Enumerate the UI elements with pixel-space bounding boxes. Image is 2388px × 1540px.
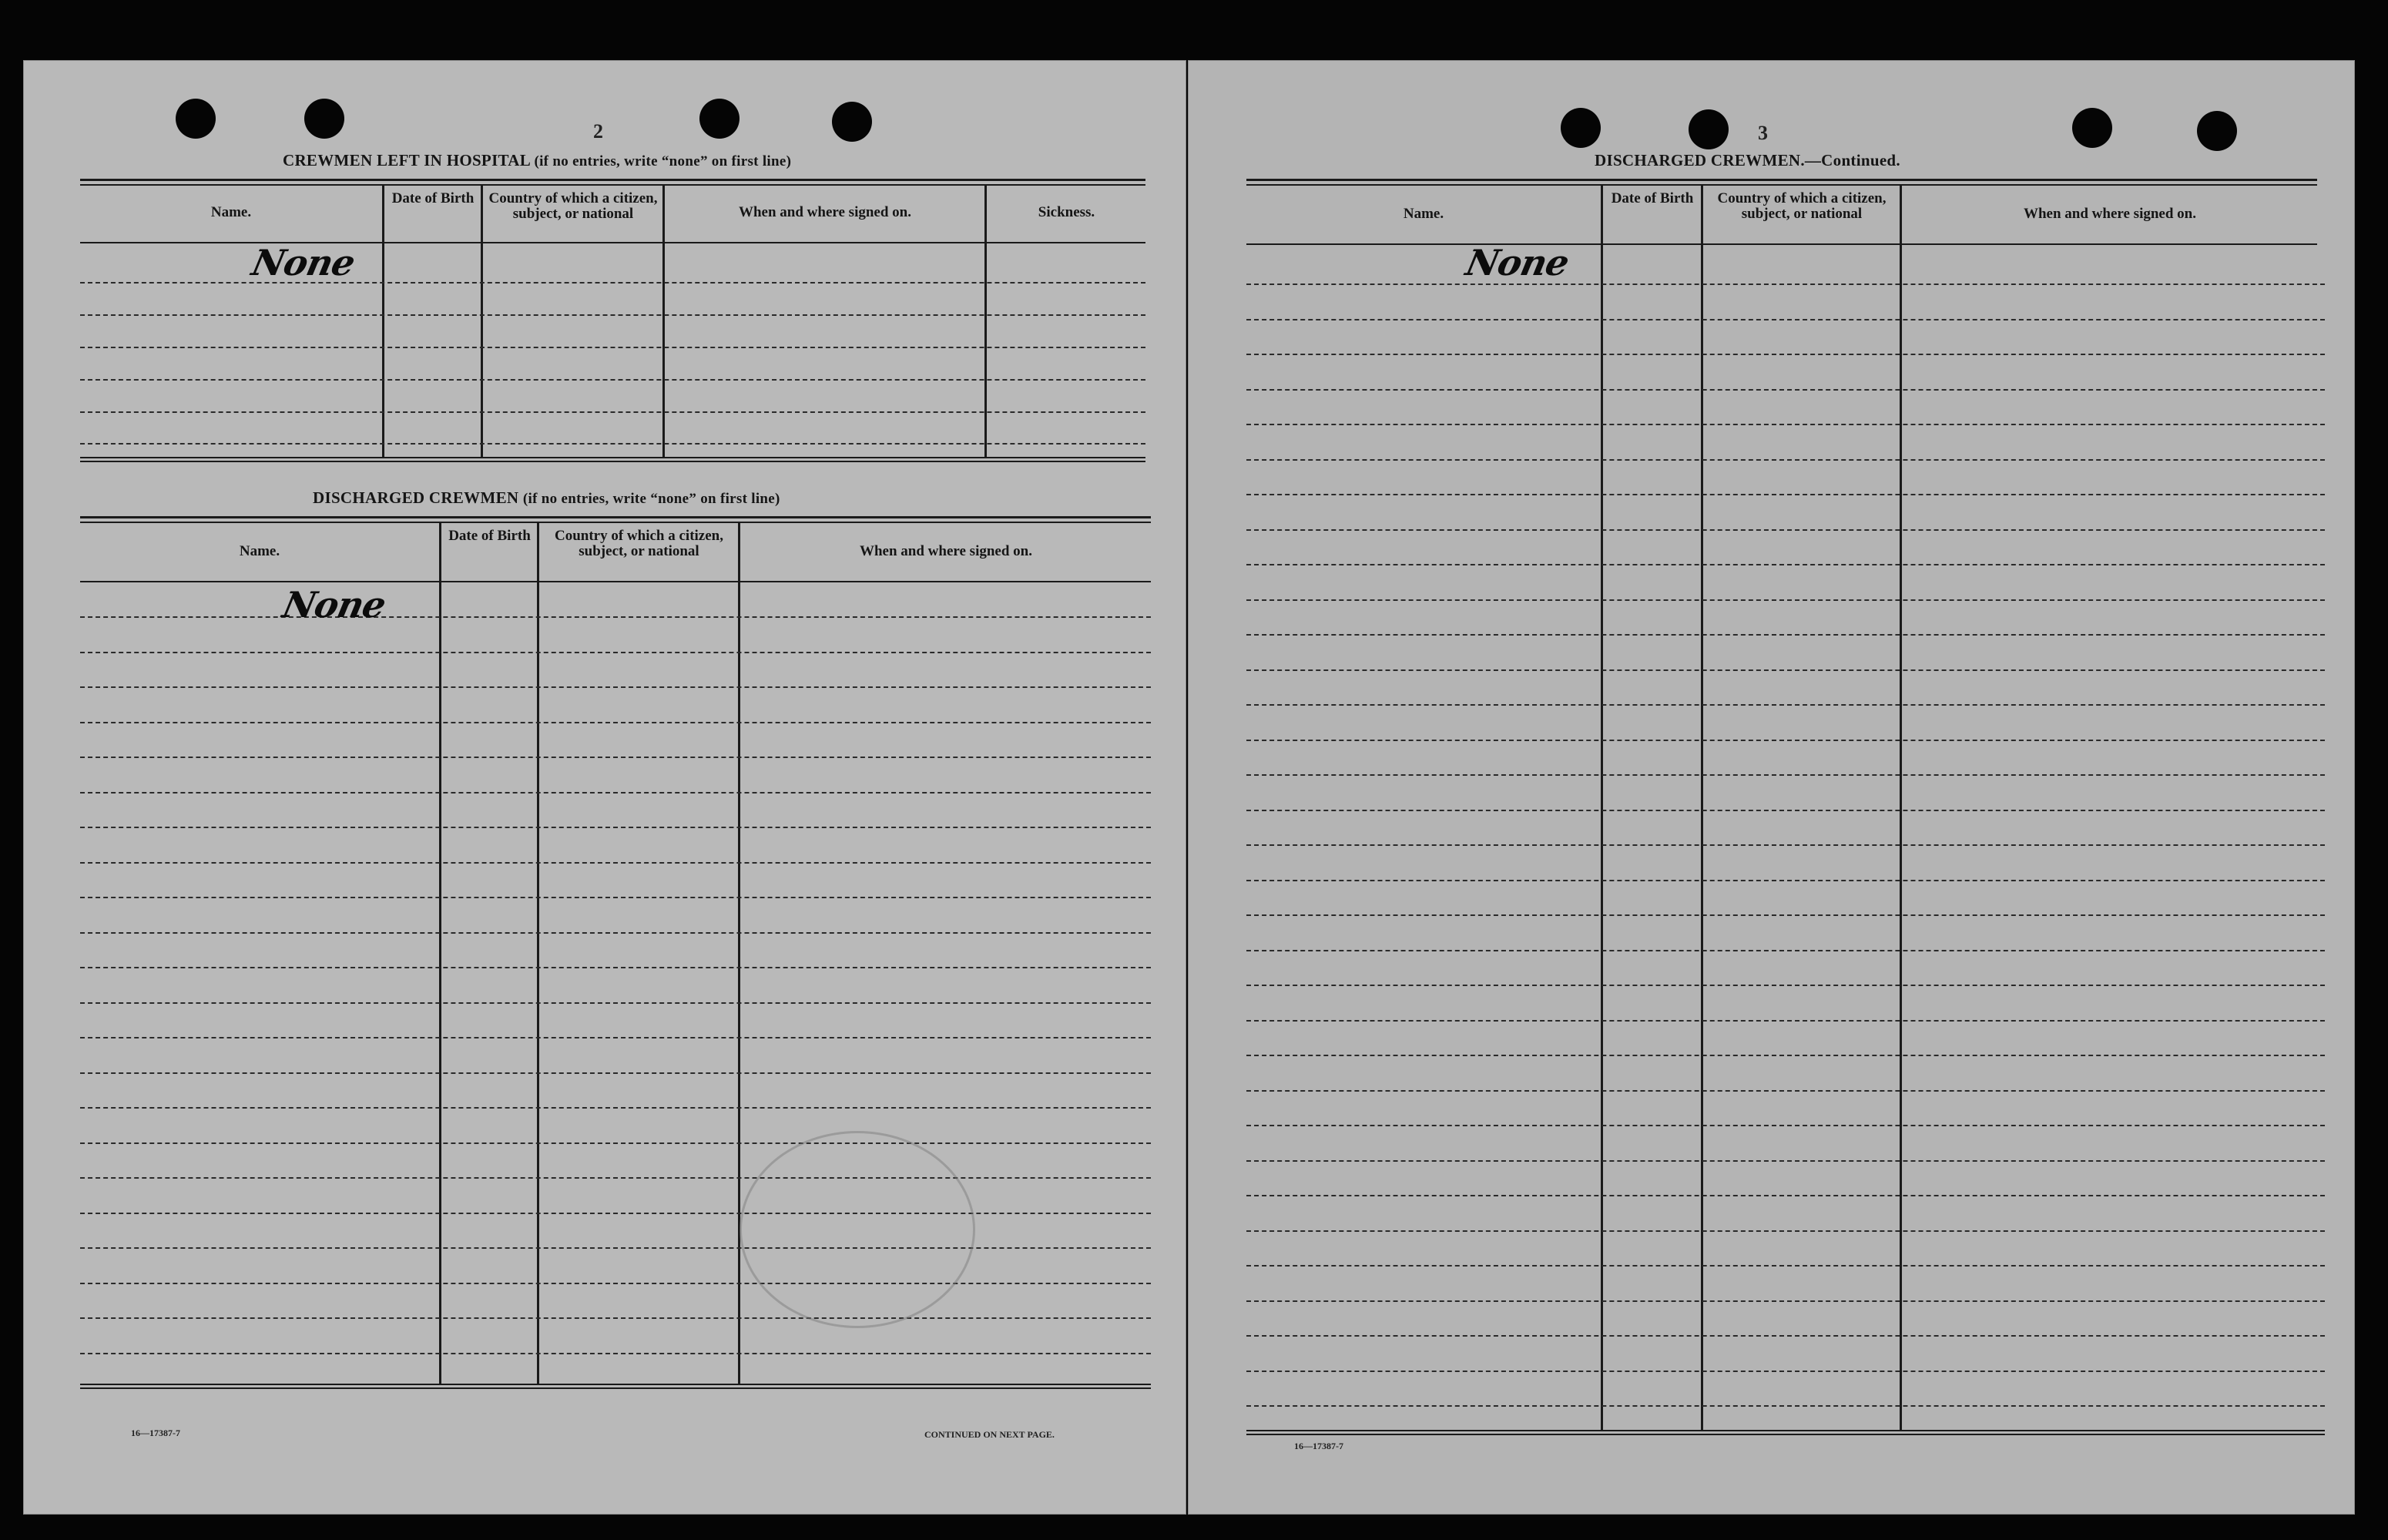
- continued-note: CONTINUED ON NEXT PAGE.: [924, 1429, 1055, 1440]
- punch-hole: [176, 99, 216, 139]
- ruled-line: [1246, 634, 2325, 636]
- handwritten-entry: None: [248, 242, 359, 284]
- ruled-line: [1246, 494, 2325, 495]
- column-header-country: Country of which a citizen, subject, or national: [554, 528, 723, 559]
- ruled-line: [1246, 564, 2325, 565]
- punch-hole: [832, 102, 872, 142]
- ruled-line: [1246, 354, 2325, 355]
- ruled-line: [80, 652, 1151, 653]
- ruled-line: [1246, 1090, 2325, 1092]
- ruled-line: [1246, 1160, 2325, 1162]
- handwritten-entry: None: [279, 584, 390, 626]
- right-page: [1188, 60, 2355, 1515]
- ruled-line: [1246, 844, 2325, 846]
- ruled-line: [1246, 529, 2325, 531]
- discharged-section-title: DISCHARGED CREWMEN (if no entries, write “none” on first line): [313, 488, 780, 507]
- section-title: DISCHARGED CREWMEN.—Continued.: [1595, 151, 1900, 169]
- column-header-country: Country of which a citizen, subject, or national: [488, 190, 658, 222]
- column-header-country: Country of which a citizen, subject, or national: [1717, 190, 1887, 222]
- column-header-signed-on: When and where signed on.: [2023, 206, 2196, 222]
- ruled-line: [1246, 284, 2325, 285]
- punch-hole: [304, 99, 344, 139]
- column-header-name: Name.: [1403, 206, 1444, 222]
- ruled-line: [1246, 1265, 2325, 1267]
- punch-hole: [1561, 108, 1601, 148]
- ruled-line: [1246, 950, 2325, 951]
- column-header-date-of-birth: Date of Birth: [1611, 190, 1694, 206]
- punch-hole: [1689, 109, 1729, 149]
- ruled-line: [1246, 1371, 2325, 1372]
- ruled-line: [1246, 1230, 2325, 1232]
- ruled-line: [1246, 1020, 2325, 1022]
- ruled-line: [80, 862, 1151, 864]
- column-header-date-of-birth: Date of Birth: [391, 190, 475, 206]
- page-number: 3: [1758, 122, 1768, 144]
- column-header-signed-on: When and where signed on.: [859, 543, 1032, 559]
- ruled-line: [80, 757, 1151, 758]
- column-header-date-of-birth: Date of Birth: [448, 528, 531, 544]
- ruled-line: [80, 1072, 1151, 1074]
- ruled-line: [80, 1177, 1151, 1179]
- ruled-line: [1246, 985, 2325, 986]
- ruled-line: [80, 686, 1151, 688]
- ruled-line: [80, 1283, 1151, 1284]
- ruled-line: [80, 1213, 1151, 1214]
- ruled-line: [1246, 1335, 2325, 1337]
- ruled-line: [1246, 599, 2325, 601]
- column-header-sickness: Sickness.: [1038, 204, 1095, 220]
- ruled-line: [1246, 1405, 2325, 1407]
- ruled-line: [80, 1142, 1151, 1144]
- ruled-line: [80, 932, 1151, 934]
- ruled-line: [1246, 774, 2325, 776]
- ruled-line: [80, 1353, 1151, 1354]
- punch-hole: [2197, 111, 2237, 151]
- ruled-line: [1246, 389, 2325, 391]
- column-header-signed-on: When and where signed on.: [738, 204, 911, 220]
- punch-hole: [2072, 108, 2112, 148]
- ruled-line: [80, 897, 1151, 898]
- ruled-line: [80, 722, 1151, 723]
- hospital-section-title: CREWMEN LEFT IN HOSPITAL (if no entries, write “none” on first line): [283, 151, 792, 169]
- ruled-line: [1246, 1300, 2325, 1302]
- left-page: [23, 60, 1186, 1515]
- ruled-line: [80, 1247, 1151, 1249]
- ruled-line: [80, 967, 1151, 968]
- ruled-line: [80, 1317, 1151, 1319]
- ruled-line: [1246, 1195, 2325, 1196]
- ruled-line: [1246, 424, 2325, 425]
- ruled-line: [1246, 1125, 2325, 1126]
- ruled-line: [1246, 459, 2325, 461]
- ruled-line: [1246, 669, 2325, 671]
- punch-hole: [699, 99, 740, 139]
- ruled-line: [80, 827, 1151, 828]
- faint-stamp: [740, 1131, 975, 1328]
- ruled-line: [1246, 810, 2325, 811]
- ruled-line: [80, 1037, 1151, 1038]
- page-number: 2: [593, 120, 603, 143]
- ruled-line: [1246, 319, 2325, 320]
- ruled-line: [1246, 704, 2325, 706]
- ruled-line: [80, 1107, 1151, 1109]
- column-header-name: Name.: [210, 204, 252, 220]
- form-number: 16—17387-7: [131, 1428, 180, 1438]
- column-header-name: Name.: [239, 543, 280, 559]
- ruled-line: [1246, 914, 2325, 916]
- ruled-line: [80, 792, 1151, 793]
- ruled-line: [1246, 740, 2325, 741]
- form-number: 16—17387-7: [1294, 1441, 1343, 1451]
- handwritten-entry: None: [1462, 242, 1573, 284]
- ruled-line: [1246, 1055, 2325, 1056]
- ruled-line: [80, 616, 1151, 618]
- ruled-line: [80, 1002, 1151, 1004]
- ruled-line: [1246, 880, 2325, 881]
